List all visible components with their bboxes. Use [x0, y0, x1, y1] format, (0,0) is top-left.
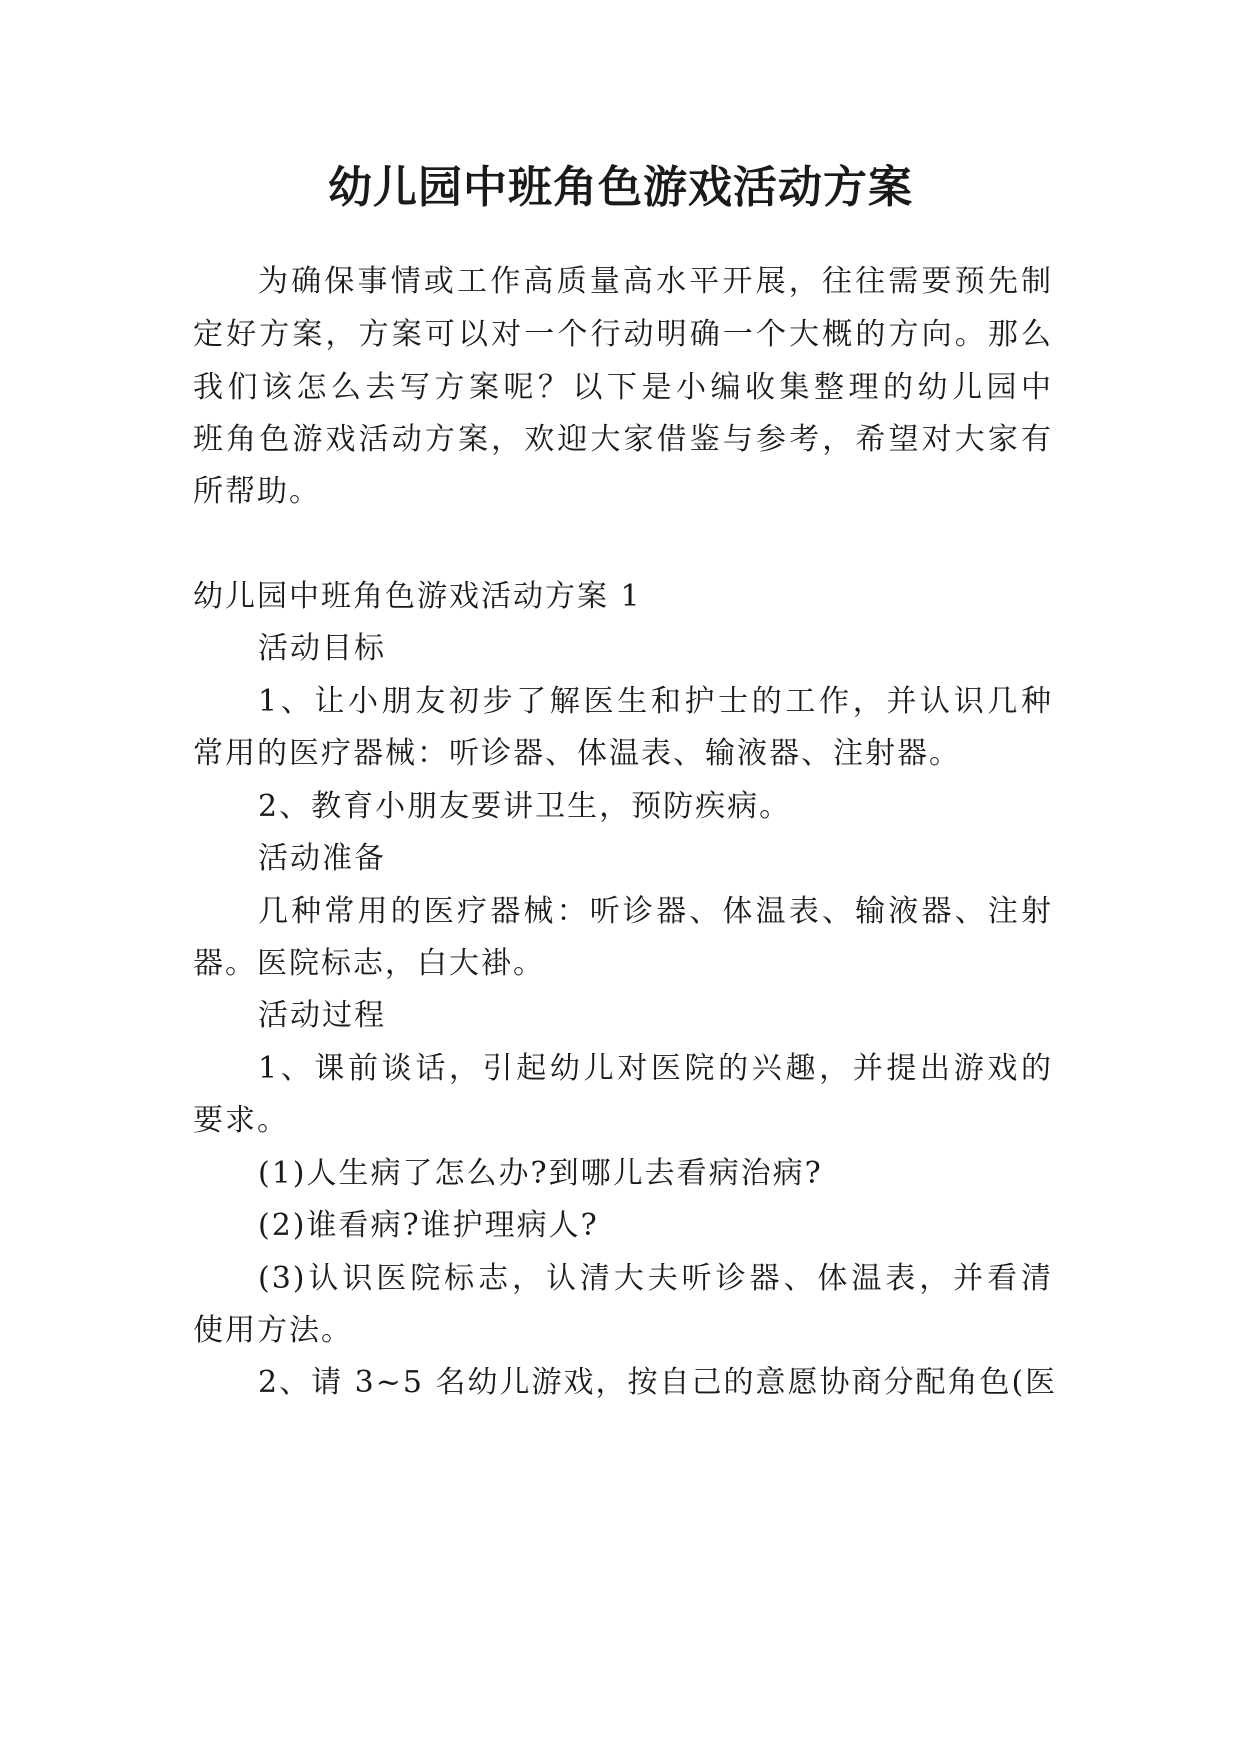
body-line: 使用方法。	[193, 1313, 353, 1348]
body-line: 1、课前谈话，引起幼儿对医院的兴趣，并提出游戏的	[258, 1051, 1053, 1086]
body-line: (2)谁看病?谁护理病人?	[258, 1208, 599, 1243]
intro-line: 我们该怎么去写方案呢？以下是小编收集整理的幼儿园中	[193, 370, 1053, 405]
body-line: 常用的医疗器械：听诊器、体温表、输液器、注射器。	[193, 736, 961, 771]
document-title: 幼儿园中班角色游戏活动方案	[328, 162, 913, 213]
body-line: 1、让小朋友初步了解医生和护士的工作，并认识几种	[258, 684, 1053, 719]
body-line: 2、请 3~5 名幼儿游戏，按自己的意愿协商分配角色(医	[258, 1365, 1058, 1400]
intro-line: 定好方案，方案可以对一个行动明确一个大概的方向。那么	[193, 317, 1053, 352]
body-line: 要求。	[193, 1103, 289, 1138]
intro-line: 班角色游戏活动方案，欢迎大家借鉴与参考，希望对大家有	[193, 422, 1053, 457]
body-line: (1)人生病了怎么办?到哪儿去看病治病?	[258, 1156, 823, 1191]
body-line: 2、教育小朋友要讲卫生，预防疾病。	[258, 789, 792, 824]
subheading-activity-goals: 活动目标	[258, 631, 386, 666]
intro-line: 为确保事情或工作高质量高水平开展，往往需要预先制	[258, 264, 1053, 299]
body-line: (3)认识医院标志，认清大夫听诊器、体温表，并看清	[258, 1261, 1053, 1296]
subheading-activity-process: 活动过程	[258, 998, 386, 1033]
intro-line: 所帮助。	[193, 474, 321, 509]
subheading-activity-preparation: 活动准备	[258, 841, 386, 876]
section-title: 幼儿园中班角色游戏活动方案 1	[193, 579, 642, 614]
body-line: 器。医院标志，白大褂。	[193, 946, 545, 981]
body-line: 几种常用的医疗器械：听诊器、体温表、输液器、注射	[258, 894, 1053, 929]
